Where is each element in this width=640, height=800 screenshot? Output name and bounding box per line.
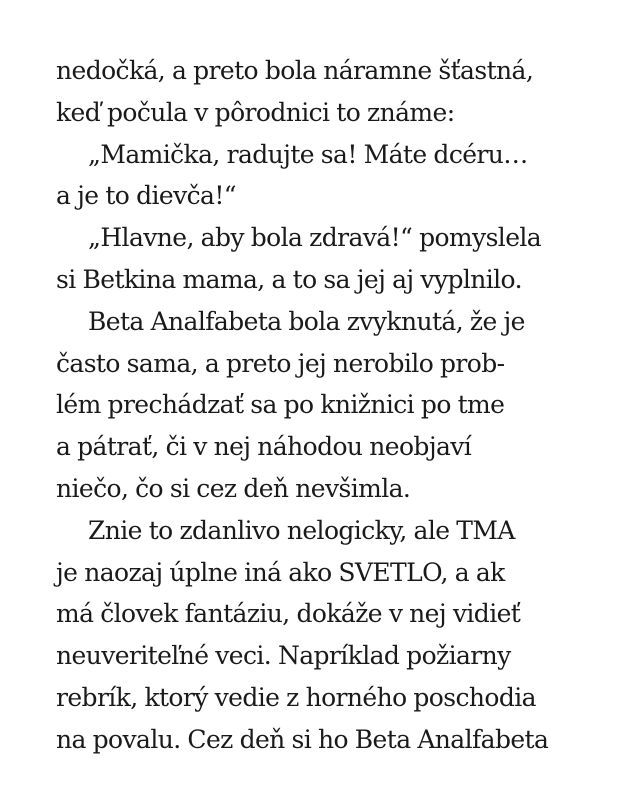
text-line: neuveriteľné veci. Napríklad požiarny [56, 641, 511, 671]
text-line: je naozaj úplne iná ako SVETLO, a ak [56, 557, 505, 587]
text-line: keď počula v pôrodnici to známe: [56, 97, 455, 127]
text-line: niečo, čo si cez deň nevšimla. [56, 473, 411, 503]
text-line: Beta Analfabeta bola zvyknutá, že je [88, 306, 525, 336]
text-line: na povalu. Cez deň si ho Beta Analfabeta [56, 724, 549, 754]
text-line: „Hlavne, aby bola zdravá!“ pomyslela [88, 223, 542, 253]
text-line: rebrík, ktorý vedie z horného poschodia [56, 682, 536, 712]
text-line: lém prechádzať sa po knižnici po tme [56, 390, 505, 420]
text-line: „Mamička, radujte sa! Máte dcéru… [88, 139, 528, 169]
book-page-text [56, 50, 616, 761]
text-line: Znie to zdanlivo nelogicky, ale TMA [88, 515, 515, 545]
text-line: nedočká, a preto bola náramne šťastná, [56, 56, 534, 85]
text-line: a pátrať, či v nej náhodou neobjaví [56, 432, 472, 462]
text-line: si Betkina mama, a to sa jej aj vyplnilo. [56, 264, 522, 294]
text-line: a je to dievča!“ [56, 181, 236, 211]
text-line: často sama, a preto jej nerobilo prob- [56, 348, 505, 378]
text-line: má človek fantáziu, dokáže v nej vidieť [56, 599, 521, 629]
